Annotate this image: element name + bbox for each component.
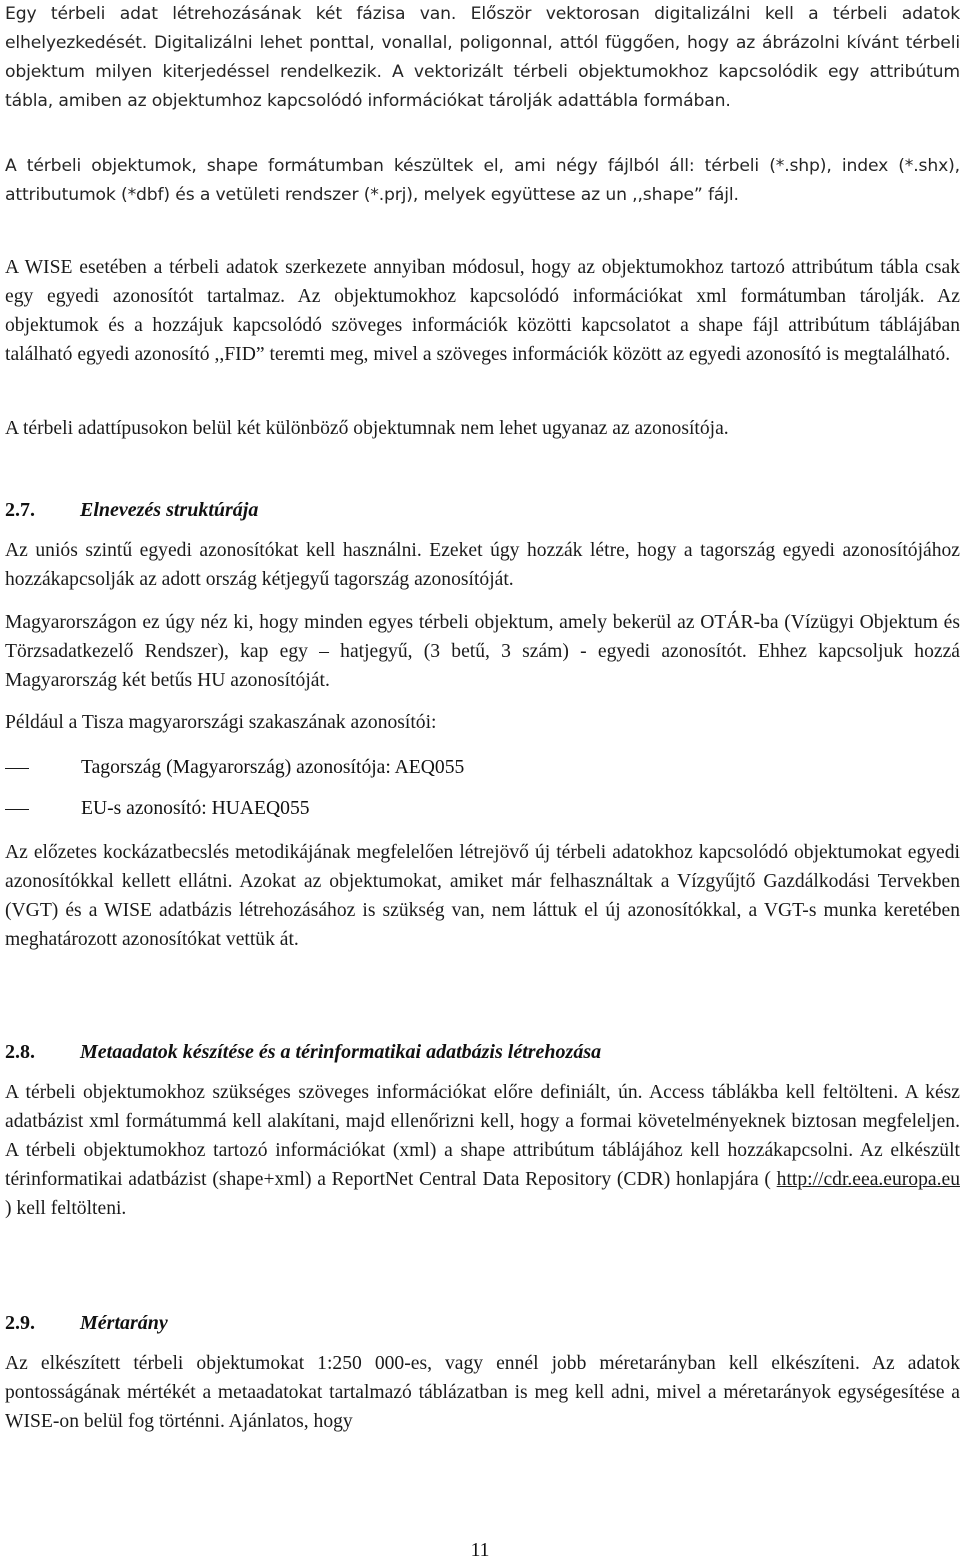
paragraph-tisza-example: Például a Tisza magyarországi szakaszának azonosítói: <box>5 712 437 733</box>
paragraph-unique-ids: A térbeli adattípusokon belül két különböző objektumnak nem lehet ugyanaz az azonosítója. <box>5 418 729 439</box>
paragraph-metadata: A térbeli objektumokhoz szükséges szöveges információkat előre definiált, ún. Access táblákba kell feltölteni. A kész adatbázist xml formátummá kell alakítani, majd ellenőrizni kell, hogy a formai követelményeknek biztosan megfeleljen. A térbeli objektumokhoz tartozó információkat (xml) a shape attribútum táblájához kell hozzákapcsolni. Az elkészült térinformatikai adatbázist (shape+xml) a ReportNet Central Data Repository (CDR) honlapjára ( http://cdr.eea.europa.eu ) kell feltölteni. <box>5 1082 960 1219</box>
section-number: 2.7. <box>5 499 35 521</box>
list-item: EU-s azonosító: HUAEQ055 <box>5 794 905 824</box>
section-number: 2.9. <box>5 1312 35 1334</box>
dash-bullet-icon <box>5 768 29 769</box>
paragraph-eu-identifiers: Az uniós szintű egyedi azonosítókat kell használni. Ezeket úgy hozzák létre, hogy a tagország egyedi azonosítójához hozzákapcsolják az adott ország kétjegyű tagország azonosítóját. <box>5 540 960 590</box>
paragraph-wise-structure: A WISE esetében a térbeli adatok szerkezete annyiban módosul, hogy az objektumokhoz tartozó attribútum tábla csak egy egyedi azonosítót tartalmaz. Az objektumokhoz kapcsolódó információkat xml formátumban tárolják. Az objektumok és a hozzájuk kapcsolódó szöveges információk közötti kapcsolatot a shape fájl attribútum táblájában található egyedi azonosító ,,FID” teremti meg, mivel a szöveges információk között az egyedi azonosító is megtalálható. <box>5 257 960 365</box>
paragraph-shape-format: A térbeli objektumok, shape formátumban készültek el, ami négy fájlból áll: térbeli (*.shp), index (*.shx), attributumok (*dbf) és a vetületi rendszer (*.prj), melyek együttese az un ,,shape” fájl. <box>5 156 960 205</box>
section-title: Elnevezés struktúrája <box>80 499 259 521</box>
paragraph-spatial-data-phases: Egy térbeli adat létrehozásának két fázisa van. Először vektorosan digitalizálni kell a térbeli adatok elhelyezkedését. Digitalizálni lehet ponttal, vonallal, poligonnal, attól függően, hogy az ábrázolni kívánt térbeli objektum milyen kiterjedéssel rendelkezik. A vektorizált térbeli objektumokhoz kapcsolódik egy attribútum tábla, amiben az objektumhoz kapcsolódó információkat tárolják adattábla formában. <box>5 4 960 111</box>
paragraph-risk-assessment: Az előzetes kockázatbecslés metodikájának megfelelően létrejövő új térbeli adatokhoz kapcsolódó objektumokat egyedi azonosítókkal kellett ellátni. Azokat az objektumokat, amiket már felhasználtak a Vízgyűjtő Gazdálkodási Tervekben (VGT) és a WISE adatbázis létrehozásához is szükség van, nem láttuk el új azonosítókkal, a VGT-s munka keretében meghatározott azonosítókat vettük át. <box>5 842 960 950</box>
section-title: Mértarány <box>80 1312 168 1334</box>
list-item: Tagország (Magyarország) azonosítója: AEQ055 <box>5 753 905 783</box>
cdr-link[interactable]: http://cdr.eea.europa.eu <box>776 1169 960 1190</box>
paragraph-hungary-identifiers: Magyarországon ez úgy néz ki, hogy minden egyes térbeli objektum, amely bekerül az OTÁR-ba (Vízügyi Objektum és Törzsadatkezelő Rendszer), kap egy – hatjegyű, (3 betű, 3 szám) - egyedi azonosítót. Ehhez kapcsoljuk hozzá Magyarország két betűs HU azonosítóját. <box>5 612 960 691</box>
section-title: Metaadatok készítése és a térinformatikai adatbázis létrehozása <box>80 1041 602 1063</box>
paragraph-scale: Az elkészített térbeli objektumokat 1:250 000-es, vagy ennél jobb méretarányban kell elkészíteni. Az adatok pontosságának mértékét a metaadatokat tartalmazó táblázatban is meg kell adni, mivel a méretarányok egységesítése a WISE-on belül fog történni. Ajánlatos, hogy <box>5 1353 960 1432</box>
page-number: 11 <box>470 1540 490 1561</box>
dash-bullet-icon <box>5 809 29 810</box>
section-number: 2.8. <box>5 1041 35 1063</box>
